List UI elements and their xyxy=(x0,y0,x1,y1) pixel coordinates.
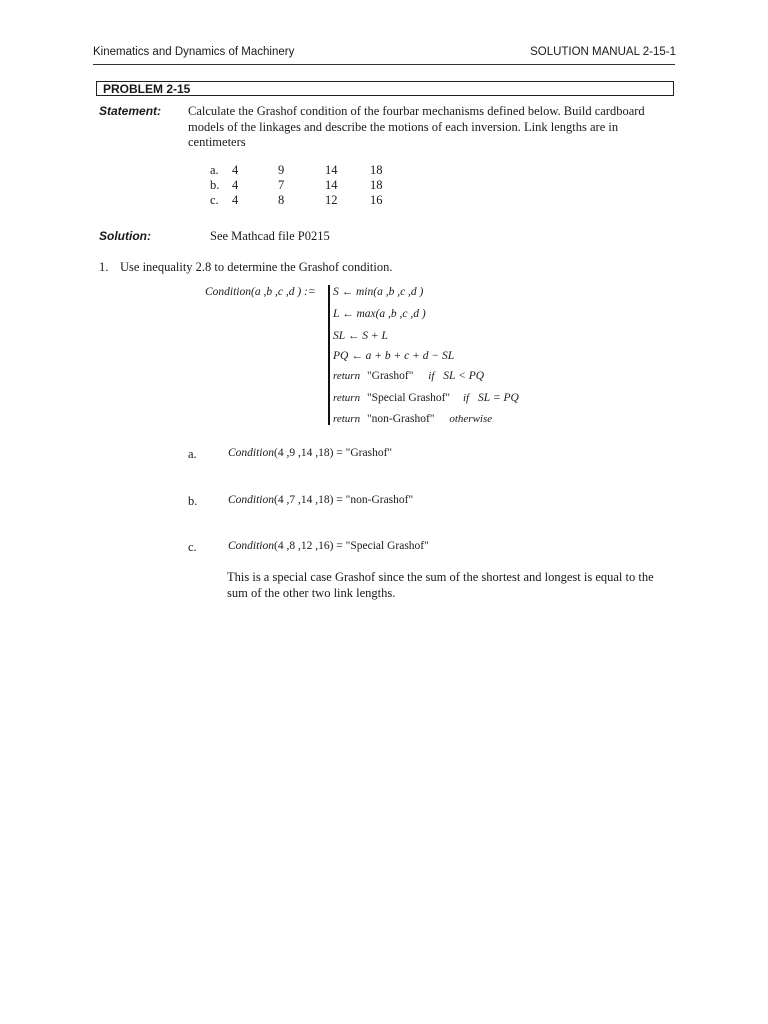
header-rule xyxy=(93,64,675,65)
table-cell: 14 xyxy=(325,178,338,192)
table-cell: 14 xyxy=(325,163,338,177)
function-name: Condition xyxy=(228,447,275,459)
running-header-title: Kinematics and Dynamics of Machinery xyxy=(93,46,295,58)
running-header-page: SOLUTION MANUAL 2-15-1 xyxy=(530,46,676,58)
function-args: (4 ,7 ,14 ,18) = xyxy=(274,494,346,506)
program-line: L ← max(a ,b ,c ,d ) xyxy=(333,308,426,320)
program-line: PQ ← a + b + c + d − SL xyxy=(333,350,455,362)
statement-text: Calculate the Grashof condition of the fourbar mechanisms defined below. Build cardboard models of the linkages and describe the motions of each inversion. Link lengths are in centimeters xyxy=(188,104,645,149)
return-keyword: return xyxy=(333,413,361,425)
result-case: a. xyxy=(188,447,197,461)
result-value: "Grashof" xyxy=(345,447,393,459)
condition-expression: SL < PQ xyxy=(443,370,485,382)
return-value: "Special Grashof" xyxy=(366,392,451,404)
table-cell: 12 xyxy=(325,193,338,207)
return-line xyxy=(333,370,484,382)
table-cell: 16 xyxy=(370,193,383,207)
table-cell: 18 xyxy=(370,178,383,192)
return-keyword: return xyxy=(333,392,361,404)
return-value: "Grashof" xyxy=(366,370,414,382)
return-line xyxy=(333,413,492,425)
result-case: c. xyxy=(188,540,197,554)
problem-title: PROBLEM 2-15 xyxy=(103,82,191,96)
table-cell: 7 xyxy=(278,178,285,192)
table-cell-case: a. xyxy=(210,163,219,177)
table-cell-case: b. xyxy=(210,178,220,192)
table-cell: 18 xyxy=(370,163,383,177)
solution-text: See Mathcad file P0215 xyxy=(210,229,330,243)
problem-title-box xyxy=(96,81,674,96)
result-case: b. xyxy=(188,494,198,508)
program-line: SL ← S + L xyxy=(333,330,388,342)
result-value: "non-Grashof" xyxy=(345,494,414,506)
explanation-note: This is a special case Grashof since the sum of the shortest and longest is equal to the sum of the other two link lengths. xyxy=(227,570,654,600)
table-cell: 4 xyxy=(232,193,239,207)
function-name: Condition xyxy=(228,494,275,506)
statement-label: Statement: xyxy=(99,104,162,118)
function-name: Condition xyxy=(228,540,275,552)
condition-keyword: if xyxy=(428,370,435,382)
program-line: S ← min(a ,b ,c ,d ) xyxy=(333,286,424,298)
solution-label: Solution: xyxy=(99,229,151,243)
result-expression xyxy=(228,494,413,506)
result-value: "Special Grashof" xyxy=(345,540,429,552)
return-line xyxy=(333,392,519,404)
program-bracket xyxy=(328,285,330,425)
table-cell: 4 xyxy=(232,163,239,177)
step-number: 1. xyxy=(99,260,109,274)
condition-keyword: if xyxy=(463,392,470,404)
table-cell: 9 xyxy=(278,163,285,177)
condition-keyword: otherwise xyxy=(449,413,493,425)
condition-expression: SL = PQ xyxy=(478,392,519,404)
result-expression xyxy=(228,447,392,459)
table-cell: 4 xyxy=(232,178,239,192)
return-keyword: return xyxy=(333,370,361,382)
table-cell-case: c. xyxy=(210,193,219,207)
result-expression xyxy=(228,540,429,552)
step-text: Use inequality 2.8 to determine the Grashof condition. xyxy=(120,260,393,274)
function-signature: Condition(a ,b ,c ,d ) := xyxy=(205,286,316,298)
function-args: (4 ,9 ,14 ,18) = xyxy=(274,447,346,459)
function-args: (4 ,8 ,12 ,16) = xyxy=(274,540,346,552)
return-value: "non-Grashof" xyxy=(366,413,435,425)
table-cell: 8 xyxy=(278,193,285,207)
